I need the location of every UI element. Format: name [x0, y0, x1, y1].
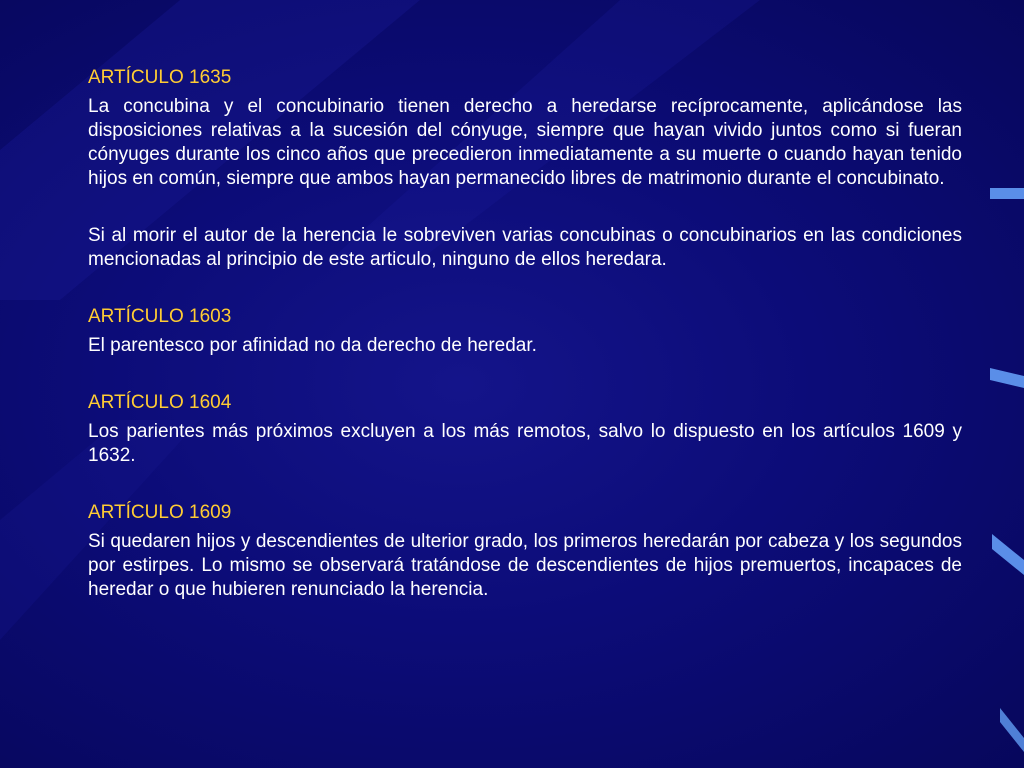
- article-1635-paragraph-1: La concubina y el concubinario tienen derecho a heredarse recíprocamente, aplicándose las disposiciones relativas a la sucesión del cónyuge, siempre que hayan vivido juntos como si fueran cónyuges durante los cinco años que precedieron inmediatamente a su muerte o cuando hayan tenido hijos en común, siempre que ambos hayan permanecido libres de matrimonio durante el concubinato.: [88, 96, 962, 189]
- article-1603-heading: ARTÍCULO 1603: [88, 306, 232, 327]
- accent-bar: [990, 188, 1024, 199]
- article-1635-paragraph-2: Si al morir el autor de la herencia le sobreviven varias concubinas o concubinarios en las condiciones mencionadas al principio de este articulo, ninguno de ellos heredara.: [88, 225, 962, 270]
- accent-bar: [992, 534, 1024, 575]
- slide-content: [88, 66, 962, 602]
- article-1609-paragraph: Si quedaren hijos y descendientes de ulterior grado, los primeros heredarán por cabeza y los segundos por estirpes. Lo mismo se observará tratándose de descendientes de hijos premuertos, incapaces de heredar o que hubieren renunciado la herencia.: [88, 531, 962, 600]
- article-1603-paragraph: El parentesco por afinidad no da derecho de heredar.: [88, 335, 537, 356]
- article-1604-paragraph: Los parientes más próximos excluyen a los más remotos, salvo lo dispuesto en los artículos 1609 y 1632.: [88, 421, 962, 466]
- article-1609-heading: ARTÍCULO 1609: [88, 502, 232, 523]
- accent-bar: [990, 368, 1024, 388]
- accent-bar: [1000, 708, 1024, 752]
- article-1635-heading: ARTÍCULO 1635: [88, 67, 232, 88]
- article-1604-heading: ARTÍCULO 1604: [88, 392, 232, 413]
